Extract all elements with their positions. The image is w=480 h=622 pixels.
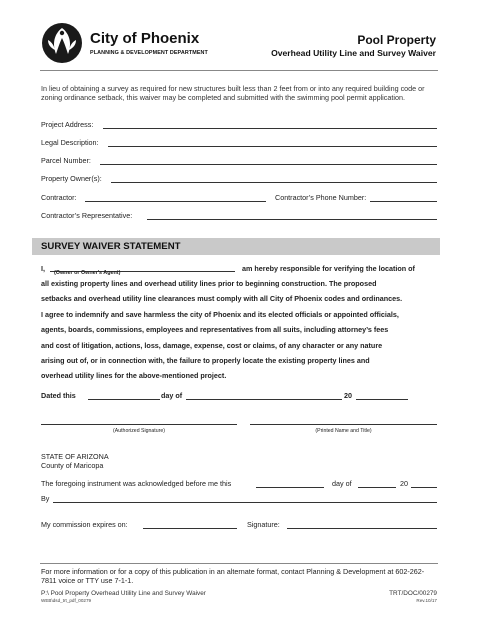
notary-signature-label: Signature: bbox=[247, 520, 280, 529]
owner-caption: (Owner or Owner's Agent) bbox=[54, 270, 121, 276]
project-address-field[interactable] bbox=[103, 128, 437, 129]
contractor-field[interactable] bbox=[85, 201, 266, 202]
logo-department: PLANNING & DEVELOPMENT DEPARTMENT bbox=[90, 50, 208, 56]
footer-rev: Rev.10/17 bbox=[416, 598, 437, 603]
logo-name: City of Phoenix bbox=[90, 30, 200, 47]
legal-description-field[interactable] bbox=[108, 146, 437, 147]
parcel-number-field[interactable] bbox=[100, 164, 437, 165]
intro-paragraph: In lieu of obtaining a survey as required for new structures built less than 2 feet from or into any required building code or zoning ordinance setback, this waiver may be completed and submitted with the swimming pool permit application. bbox=[41, 84, 425, 102]
form-title: Pool Property bbox=[357, 33, 436, 47]
footer-path: P:\ Pool Property Overhead Utility Line and Survey Waiver bbox=[41, 590, 206, 597]
by-field[interactable] bbox=[53, 502, 437, 503]
acknowledged-day-of-label: day of bbox=[332, 479, 352, 488]
project-address-label: Project Address: bbox=[41, 120, 94, 129]
property-owners-label: Property Owner(s): bbox=[41, 174, 102, 183]
dated-year-prefix: 20 bbox=[344, 391, 352, 400]
commission-label: My commission expires on: bbox=[41, 520, 128, 529]
contractor-label: Contractor: bbox=[41, 193, 77, 202]
contractor-rep-field[interactable] bbox=[147, 219, 437, 220]
statement-i-label: I, bbox=[41, 264, 45, 273]
acknowledged-month-field[interactable] bbox=[358, 487, 396, 488]
section-header-bar bbox=[32, 238, 440, 255]
dated-day-of-label: day of bbox=[161, 391, 183, 400]
dated-day-field[interactable] bbox=[88, 399, 160, 400]
city-logo bbox=[40, 20, 240, 66]
dated-this-label: Dated this bbox=[41, 391, 76, 400]
statement-line-1: am hereby responsible for verifying the location of bbox=[242, 264, 415, 273]
printed-name-caption: (Printed Name and Title) bbox=[315, 428, 372, 434]
contractor-phone-field[interactable] bbox=[370, 201, 437, 202]
acknowledged-year-field[interactable] bbox=[411, 487, 437, 488]
authorized-signature-caption: (Authorized Signature) bbox=[113, 428, 165, 434]
acknowledged-year-prefix: 20 bbox=[400, 479, 408, 488]
contractor-rep-label: Contractor’s Representative: bbox=[41, 211, 133, 220]
section-title: SURVEY WAIVER STATEMENT bbox=[41, 241, 181, 252]
statement-line-4: I agree to indemnify and save harmless the city of Phoenix and its elected officials or appointed officials, bbox=[41, 310, 399, 319]
notary-county: County of Maricopa bbox=[41, 461, 104, 470]
contractor-phone-label: Contractor’s Phone Number: bbox=[275, 193, 367, 202]
commission-date-field[interactable] bbox=[143, 528, 237, 529]
footer-doc-id: TRT/DOC/00279 bbox=[389, 590, 437, 597]
statement-line-2: all existing property lines and overhead utility lines prior to beginning construction. The proposed bbox=[41, 279, 377, 288]
legal-description-label: Legal Description: bbox=[41, 138, 99, 147]
footer-divider bbox=[40, 563, 438, 564]
form-subtitle: Overhead Utility Line and Survey Waiver bbox=[271, 48, 436, 58]
acknowledged-label: The foregoing instrument was acknowledged before me this bbox=[41, 479, 232, 488]
parcel-number-label: Parcel Number: bbox=[41, 156, 91, 165]
footer-file: WEB\dsd_trt_pdf_00279 bbox=[41, 598, 92, 603]
dated-month-field[interactable] bbox=[186, 399, 342, 400]
authorized-signature-field[interactable] bbox=[41, 424, 237, 425]
statement-line-3: setbacks and overhead utility line clearances must comply with all City of Phoenix codes and ordinances. bbox=[41, 294, 403, 303]
acknowledged-day-field[interactable] bbox=[256, 487, 324, 488]
statement-line-6: and cost of litigation, actions, loss, damage, expense, cost or claims, of any character or any nature bbox=[41, 341, 383, 350]
dated-year-field[interactable] bbox=[356, 399, 408, 400]
printed-name-field[interactable] bbox=[250, 424, 437, 425]
property-owners-field[interactable] bbox=[111, 182, 437, 183]
by-label: By bbox=[41, 494, 50, 503]
footer-info: For more information or for a copy of this publication in an alternate format, contact Planning & Development at 602-262-7811 voice or TTY use 7-1-1. bbox=[41, 567, 425, 585]
notary-state: STATE OF ARIZONA bbox=[41, 452, 109, 461]
phoenix-bird-icon bbox=[40, 20, 84, 66]
notary-signature-field[interactable] bbox=[287, 528, 437, 529]
statement-line-8: overhead utility lines for the above-mentioned project. bbox=[41, 371, 227, 380]
header-divider bbox=[40, 70, 438, 71]
statement-line-7: arising out of, or in connection with, the failure to properly locate the existing property lines and bbox=[41, 356, 370, 365]
statement-line-5: agents, boards, commissions, employees and representatives from all suits, including attorney’s fees bbox=[41, 325, 389, 334]
